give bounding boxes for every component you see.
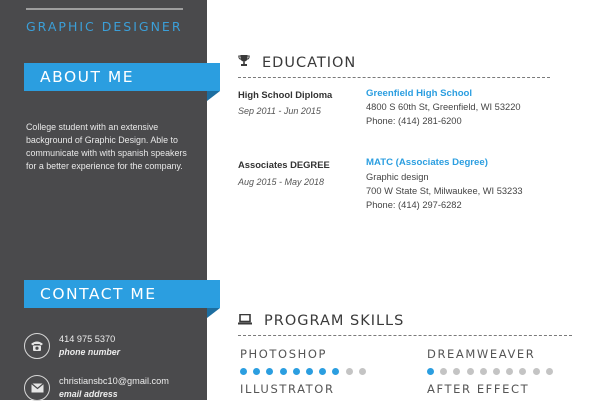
skill-dot-empty xyxy=(546,368,553,375)
skill-dot-filled xyxy=(240,368,247,375)
email-address[interactable]: christiansbc10@gmail.com xyxy=(59,376,169,386)
education-header xyxy=(238,54,356,72)
skill-dot-filled xyxy=(319,368,326,375)
skill-dot-empty xyxy=(440,368,447,375)
ribbon-fold xyxy=(207,91,220,101)
laptop-icon xyxy=(238,312,252,330)
skill-dot-empty xyxy=(493,368,500,375)
phone-label: phone number xyxy=(59,347,121,357)
divider xyxy=(238,77,550,78)
ribbon-fold xyxy=(207,308,220,318)
contact-email xyxy=(24,375,169,401)
about-me-text: College student with an extensive background of Graphic Design. Able to communicate with with spanish speakers for a better experience for the company. xyxy=(26,122,187,171)
education-address: 700 W State St, Milwaukee, WI 53233 xyxy=(366,186,523,196)
skill-dot-filled xyxy=(266,368,273,375)
trophy-icon xyxy=(238,54,250,72)
job-title: GRAPHIC DESIGNER xyxy=(26,19,183,34)
skill-dot-filled xyxy=(253,368,260,375)
skill-rating xyxy=(240,368,372,375)
email-label: email address xyxy=(59,389,118,399)
education-school: MATC (Associates Degree) xyxy=(366,157,488,168)
education-degree: Associates DEGREE xyxy=(238,159,330,170)
education-phone: Phone: (414) 297-6282 xyxy=(366,200,462,210)
skills-header xyxy=(238,312,404,330)
skill-dot-empty xyxy=(359,368,366,375)
skill-dot-filled xyxy=(280,368,287,375)
phone-number[interactable]: 414 975 5370 xyxy=(59,334,116,344)
skill-dot-empty xyxy=(453,368,460,375)
skill-name: ILLUSTRATOR xyxy=(240,382,335,396)
education-program: Graphic design xyxy=(366,172,429,182)
education-dates: Aug 2015 - May 2018 xyxy=(238,177,325,187)
skill-dot-filled xyxy=(332,368,339,375)
skill-name: DREAMWEAVER xyxy=(427,347,536,361)
divider xyxy=(26,8,183,10)
contact-me-heading: CONTACT ME xyxy=(24,280,220,308)
skill-dot-filled xyxy=(427,368,434,375)
skill-rating xyxy=(427,368,559,375)
education-title: EDUCATION xyxy=(262,55,357,71)
skill-dot-empty xyxy=(467,368,474,375)
skill-dot-empty xyxy=(519,368,526,375)
skill-dot-filled xyxy=(293,368,300,375)
phone-icon xyxy=(24,333,50,359)
skills-title: PROGRAM SKILLS xyxy=(264,313,405,329)
education-degree: High School Diploma xyxy=(238,89,333,100)
education-dates: Sep 2011 - Jun 2015 xyxy=(238,106,321,116)
skill-dot-filled xyxy=(306,368,313,375)
contact-phone xyxy=(24,333,120,359)
education-school: Greenfield High School xyxy=(366,88,473,99)
skill-dot-empty xyxy=(480,368,487,375)
education-address: 4800 S 60th St, Greenfield, WI 53220 xyxy=(366,102,521,112)
skill-name: PHOTOSHOP xyxy=(240,347,328,361)
skill-name: AFTER EFFECT xyxy=(427,382,530,396)
skill-dot-empty xyxy=(533,368,540,375)
education-phone: Phone: (414) 281-6200 xyxy=(366,116,462,126)
skill-dot-empty xyxy=(506,368,513,375)
skill-dot-empty xyxy=(346,368,353,375)
about-me-heading: ABOUT ME xyxy=(24,63,220,91)
email-icon xyxy=(24,375,50,401)
divider xyxy=(238,335,572,336)
